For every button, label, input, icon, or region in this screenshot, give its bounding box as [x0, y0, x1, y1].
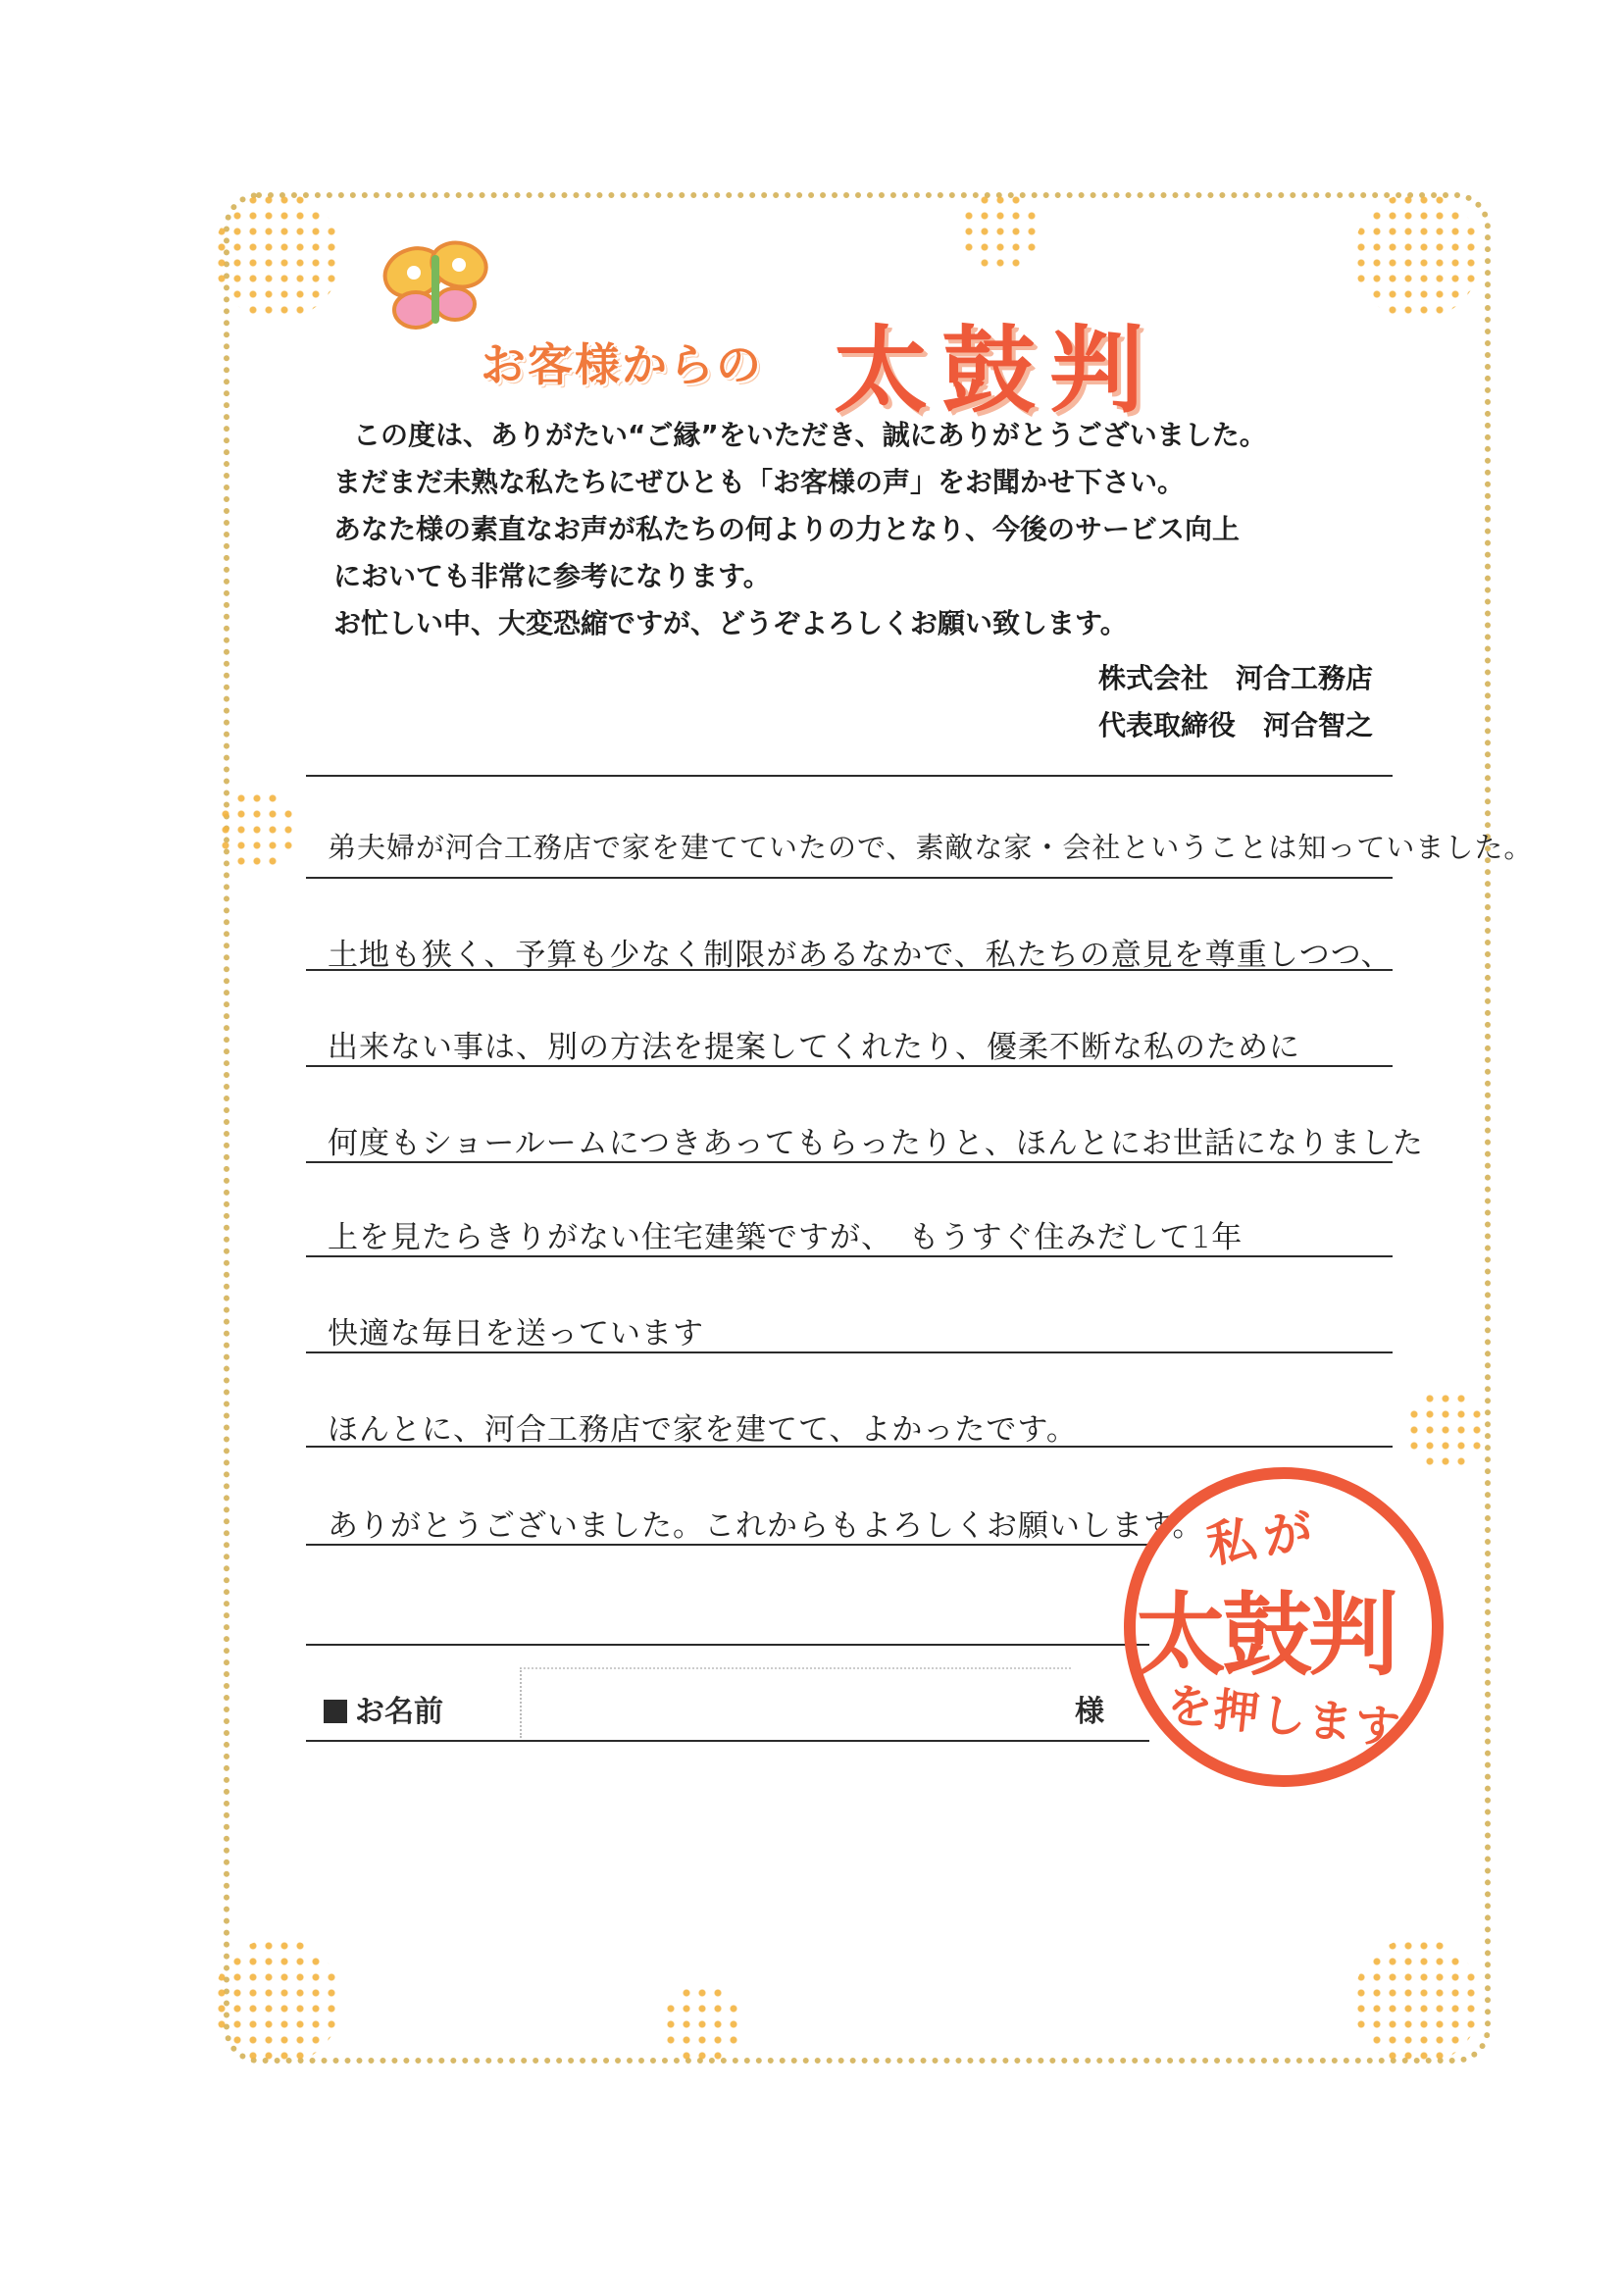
- stamp-text-bottom: を押します: [1164, 1677, 1404, 1756]
- message-line: 弟夫婦が河合工務店で家を建てていたので、素敵な家・会社ということは知っていました。: [328, 831, 1534, 864]
- intro-line: においても非常に参考になります。: [333, 560, 771, 592]
- message-line: 出来ない事は、別の方法を提案してくれたり、優柔不断な私のために: [328, 1030, 1300, 1065]
- square-bullet-icon: [324, 1700, 347, 1723]
- butterfly-icon: [377, 235, 494, 343]
- flower-dots-decoration: [1406, 1391, 1485, 1469]
- title-prefix: お客様からの: [481, 338, 763, 391]
- ruled-line: [306, 877, 1393, 879]
- intro-line: あなた様の素直なお声が私たちの何よりの力となり、今後のサービス向上: [333, 513, 1241, 545]
- ruled-line: [306, 1644, 1149, 1646]
- message-line: 上を見たらきりがない住宅建築ですが、 もうすぐ住みだして1年: [328, 1220, 1243, 1255]
- name-label: [324, 1687, 443, 1730]
- message-line: 土地も狭く、予算も少なく制限があるなかで、私たちの意見を尊重しつつ、: [328, 938, 1393, 973]
- intro-line: この度は、ありがたい“ご縁”をいただき、誠にありがとうございました。: [353, 419, 1267, 451]
- intro-line: まだまだ未熟な私たちにぜひとも「お客様の声」をお聞かせ下さい。: [333, 466, 1186, 498]
- flower-dots-decoration: [214, 1938, 341, 2065]
- intro-line: お忙しい中、大変恐縮ですが、どうぞよろしくお願い致します。: [333, 607, 1128, 639]
- flower-dots-decoration: [1353, 1938, 1481, 2065]
- stamp-text-top: 私が: [1203, 1502, 1325, 1574]
- name-input-box[interactable]: [520, 1667, 1071, 1738]
- flower-dots-decoration: [214, 192, 341, 320]
- page-title: 太鼓判: [834, 315, 1157, 426]
- ruled-line: [306, 1740, 1149, 1742]
- message-line: 何度もショールームにつきあってもらったりと、ほんとにお世話になりました: [328, 1126, 1424, 1161]
- message-line: ほんとに、河合工務店で家を建てて、よかったです。: [328, 1412, 1078, 1448]
- ruled-line: [306, 775, 1393, 777]
- name-label-text: お名前: [355, 1695, 443, 1729]
- flower-dots-decoration: [218, 790, 296, 869]
- intro-text: [333, 412, 1373, 647]
- company-name: 株式会社 河合工務店: [1097, 662, 1373, 694]
- company-info: [1098, 655, 1373, 749]
- stamp-text-middle: 太鼓判: [1136, 1582, 1396, 1688]
- flower-dots-decoration: [1353, 192, 1481, 320]
- flower-dots-decoration: [663, 1985, 741, 2064]
- message-line: 快適な毎日を送っています: [328, 1316, 704, 1351]
- name-suffix: 様: [1075, 1695, 1104, 1729]
- message-line: ありがとうございました。これからもよろしくお願いします。: [328, 1508, 1204, 1544]
- flower-dots-decoration: [961, 192, 1040, 271]
- company-representative: 代表取締役 河合智之: [1097, 709, 1373, 741]
